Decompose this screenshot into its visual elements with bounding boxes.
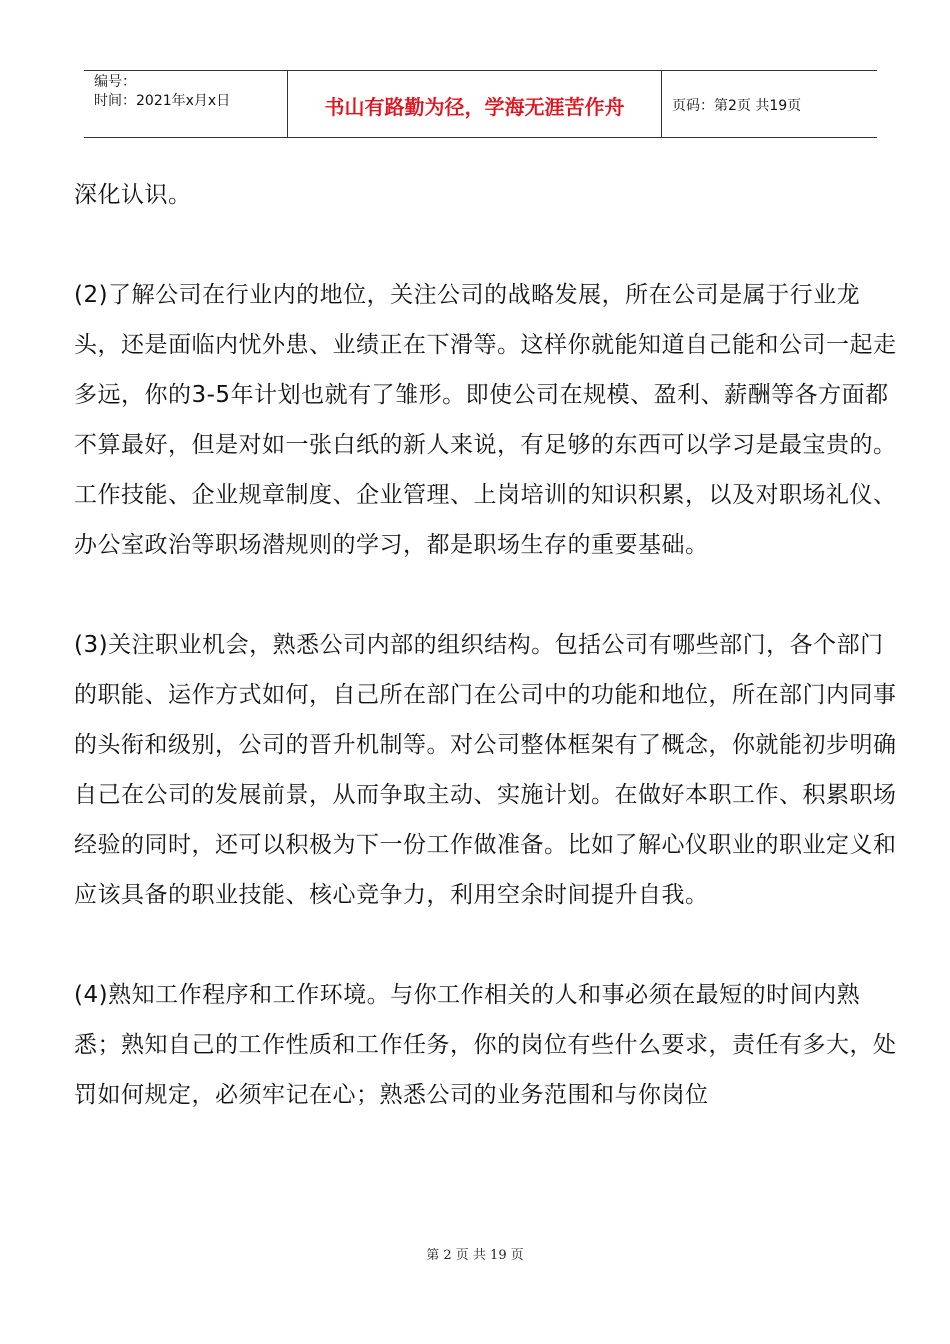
serial-label: 编号： xyxy=(94,74,136,90)
motto-text: 书山有路勤为径，学海无涯苦作舟 xyxy=(324,94,625,119)
header-meta xyxy=(84,71,288,137)
page-header xyxy=(84,70,877,138)
document-body xyxy=(74,170,904,1120)
paragraph-continuation: 深化认识。 xyxy=(74,182,192,208)
paragraph-4: (4)熟知工作程序和工作环境。与你工作相关的人和事必须在最短的时间内熟悉；熟知自己的工作性质和工作任务，你的岗位有些什么要求，责任有多大，处罚如何规定，必须牢记在心；熟悉公司的业务范围和与你岗位 xyxy=(74,982,897,1108)
paragraph-2: (2)了解公司在行业内的地位，关注公司的战略发展，所在公司是属于行业龙头，还是面临内忧外患、业绩正在下滑等。这样你就能知道自己能和公司一起走多远，你的3-5年计划也就有了雏形。即使公司在规模、盈利、薪酬等各方面都不算最好，但是对如一张白纸的新人来说，有足够的东西可以学习是最宝贵的。工作技能、企业规章制度、企业管理、上岗培训的知识积累，以及对职场礼仪、办公室政治等职场潜规则的学习，都是职场生存的重要基础。 xyxy=(74,282,897,558)
header-page-number xyxy=(662,71,877,137)
paragraph-3: (3)关注职业机会，熟悉公司内部的组织结构。包括公司有哪些部门，各个部门的职能、运作方式如何，自己所在部门在公司中的功能和地位，所在部门内同事的头衔和级别，公司的晋升机制等。对公司整体框架有了概念，你就能初步明确自己在公司的发展前景，从而争取主动、实施计划。在做好本职工作、积累职场经验的同时，还可以积极为下一份工作做准备。比如了解心仪职业的职业定义和应该具备的职业技能、核心竞争力，利用空余时间提升自我。 xyxy=(74,632,897,908)
time-label: 时间：2021年x月x日 xyxy=(94,93,231,109)
page-footer xyxy=(0,1244,950,1263)
header-motto xyxy=(288,71,662,137)
page-label: 页码：第2页 共19页 xyxy=(672,98,802,114)
footer-page-number: 第 2 页 共 19 页 xyxy=(426,1248,524,1263)
